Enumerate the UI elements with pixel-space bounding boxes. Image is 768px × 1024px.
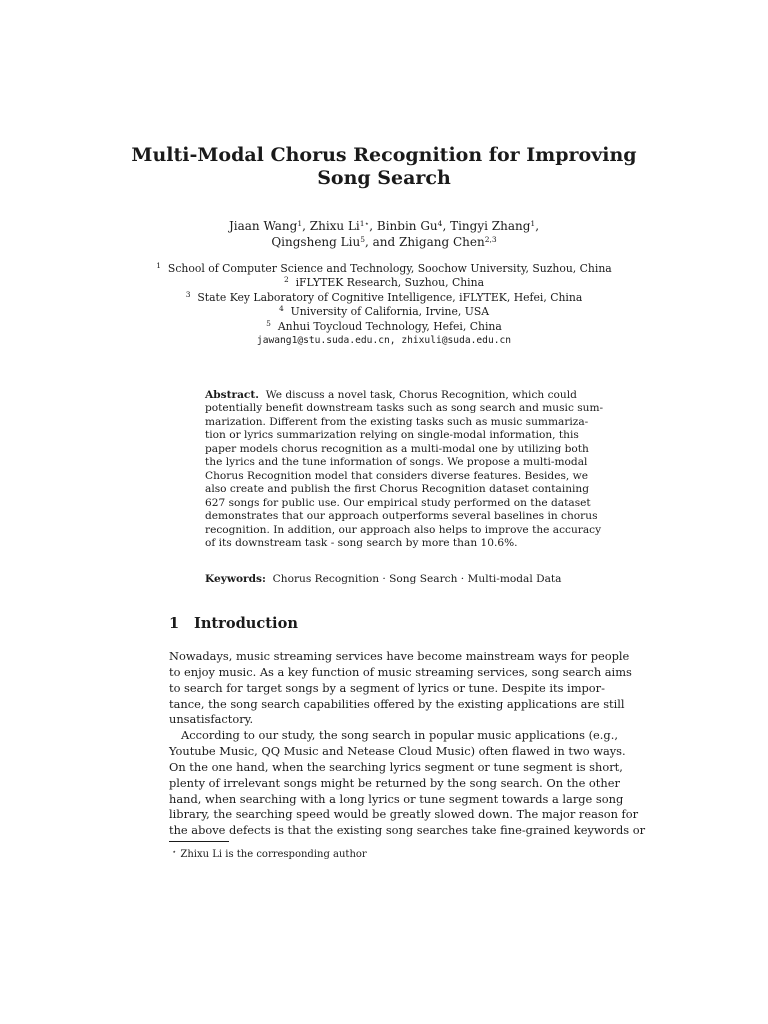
abstract-line	[205, 389, 577, 402]
affiliation	[130, 291, 638, 305]
abstract-line-text: We discuss a novel task, Chorus Recognition, which could	[265, 389, 577, 401]
author-emails[interactable]: jawang1@stu.suda.edu.cn, zhixuli@suda.edu.cn	[256, 335, 512, 347]
body-line: the above defects is that the existing song searches take fine-grained keywords or	[169, 823, 646, 838]
body-line: to enjoy music. As a key function of music streaming services, song search aims	[169, 664, 632, 679]
author-name: Zhixu Li	[309, 219, 360, 233]
affiliation-text: Anhui Toycloud Technology, Hefei, China	[277, 319, 502, 333]
abstract-line: marization. Different from the existing tasks such as music summariza-	[205, 415, 589, 428]
body-line: Nowadays, music streaming services have become mainstream ways for people	[169, 649, 630, 663]
author-separator: ,	[369, 219, 377, 233]
body-line: unsatisfactory.	[169, 712, 254, 727]
body-line: On the one hand, when the searching lyrics segment or tune segment is short,	[169, 759, 623, 774]
abstract	[205, 389, 604, 550]
affiliation-number: 1	[156, 261, 162, 270]
affiliation	[130, 262, 638, 276]
author-list	[150, 218, 618, 250]
abstract-label: Abstract.	[205, 389, 259, 401]
section-title: Introduction	[194, 615, 298, 632]
abstract-line: Chorus Recognition model that considers diverse features. Besides, we	[205, 469, 588, 482]
abstract-line: recognition. In addition, our approach also helps to improve the accuracy	[205, 523, 602, 536]
author-affil-mark: 5	[360, 235, 365, 244]
author-line	[150, 218, 618, 234]
body-line: plenty of irrelevant songs might be returned by the song search. On the other	[169, 775, 620, 790]
body-line: hand, when searching with a long lyrics or tune segment towards a large song	[169, 791, 624, 806]
affiliation-number: 3	[185, 289, 191, 299]
abstract-line: tion or lyrics summarization relying on single-modal information, this	[205, 429, 579, 442]
author-affil-mark: 4	[437, 219, 443, 228]
author-affil-mark: 1	[297, 219, 303, 228]
keywords	[205, 573, 585, 586]
abstract-line: the lyrics and the tune information of songs. We propose a multi-modal	[205, 456, 588, 469]
body-line: to search for target songs by a segment of lyrics or tune. Despite its impor-	[169, 680, 605, 695]
abstract-line: also create and publish the first Chorus Recognition dataset containing	[205, 483, 590, 496]
footnote-mark: ⋆	[172, 848, 177, 856]
abstract-line: paper models chorus recognition as a multi-modal one by utilizing both	[205, 442, 589, 455]
title-line: Multi-Modal Chorus Recognition for Improving	[131, 144, 637, 166]
affiliation	[130, 320, 638, 334]
body-line: Youtube Music, QQ Music and Netease Cloud Music) often flawed in two ways.	[169, 744, 626, 759]
affiliation	[130, 305, 638, 319]
paper-title	[130, 144, 638, 190]
keywords-label: Keywords:	[205, 573, 266, 585]
body-line: library, the searching speed would be greatly slowed down. The major reason for	[169, 807, 639, 822]
abstract-line: demonstrates that our approach outperforms several baselines in chorus	[205, 510, 598, 523]
affiliation-number: 5	[266, 318, 271, 328]
author-affil-mark: 2,3	[484, 235, 497, 244]
author-separator: ,	[535, 219, 540, 233]
title-line: Song Search	[317, 167, 451, 189]
affiliation-text: State Key Laboratory of Cognitive Intelligence, iFLYTEK, Hefei, China	[197, 290, 583, 304]
affiliation-text: iFLYTEK Research, Suzhou, China	[295, 276, 485, 290]
keywords-text: Chorus Recognition · Song Search · Multi-modal Data	[272, 573, 562, 585]
author-name: Jiaan Wang	[228, 219, 298, 233]
author-name: Qingsheng Liu	[271, 235, 361, 249]
author-name: Binbin Gu	[376, 219, 438, 233]
footnote	[169, 846, 367, 861]
affiliation-text: University of California, Irvine, USA	[290, 305, 490, 319]
author-separator: ,	[302, 219, 310, 233]
affiliation-list	[130, 262, 638, 348]
author-separator: ,	[442, 219, 451, 233]
author-affil-mark: 1	[530, 219, 536, 228]
author-name: Zhigang Chen	[398, 235, 485, 249]
body-line: According to our study, the song search in popular music applications (e.g.,	[181, 728, 618, 743]
body-line: tance, the song search capabilities offered by the existing applications are still	[169, 696, 625, 711]
author-name: Tingyi Zhang	[450, 219, 531, 233]
affiliation	[130, 276, 638, 290]
footnote-text: Zhixu Li is the corresponding author	[180, 849, 367, 860]
footnote-divider	[169, 841, 229, 842]
intro-paragraphs	[169, 649, 646, 839]
author-separator: , and	[364, 235, 399, 249]
author-affil-mark: 1⋆	[359, 219, 370, 228]
affiliation-number: 2	[283, 275, 289, 285]
author-line	[150, 234, 618, 250]
affiliation-number: 4	[278, 304, 284, 314]
section-heading	[169, 615, 298, 633]
abstract-line: of its downstream task - song search by more than 10.6%.	[205, 536, 518, 549]
affiliation-text: School of Computer Science and Technology, Soochow University, Suzhou, China	[167, 262, 612, 275]
abstract-line: 627 songs for public use. Our empirical study performed on the dataset	[205, 496, 591, 509]
section-number: 1	[169, 615, 180, 632]
abstract-line: potentially benefit downstream tasks such as song search and music sum-	[205, 402, 604, 415]
